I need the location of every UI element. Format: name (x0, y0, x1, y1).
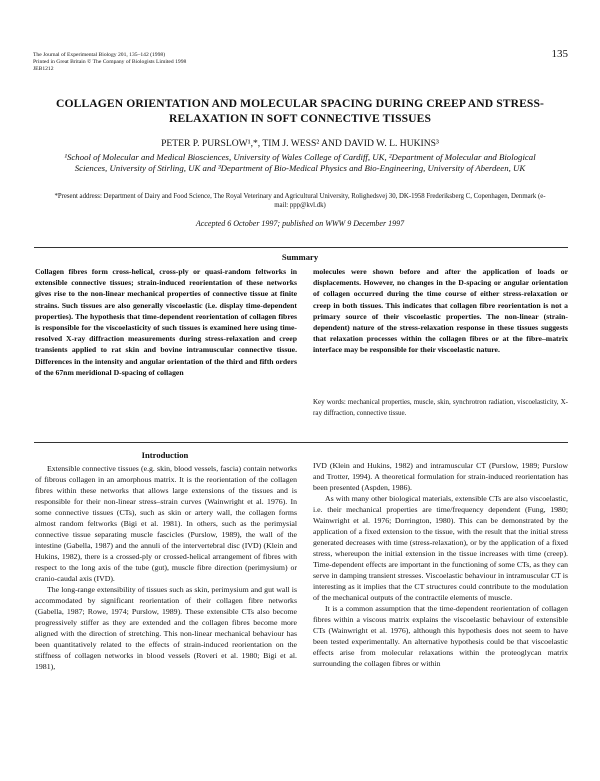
introduction-left-column (35, 463, 297, 672)
journal-citation-line: The Journal of Experimental Biology 201, 135–142 (1998) (33, 52, 166, 58)
journal-printed-line: Printed in Great Britain © The Company of Biologists Limited 1998 (33, 59, 187, 66)
intro-paragraph: It is a common assumption that the time-dependent reorientation of collagen fibres within a viscous matrix explains the viscoelastic behaviour of extensible CTs (Wainwright et al. 1976), although this hypothesis does not seem to have been tested experimentally. An alternative hypothesis could be that viscoelastic effects arise from molecular relaxations within the proteoglycan matrix surrounding the collagen fibres or within (313, 604, 568, 668)
accepted-date: Accepted 6 October 1997; published on WWW 9 December 1997 (195, 219, 405, 228)
summary-left-column (35, 266, 297, 378)
page-number: 135 (551, 48, 568, 60)
summary-top-rule (34, 247, 568, 248)
journal-citation (33, 52, 186, 74)
intro-paragraph: As with many other biological materials, extensible CTs are also viscoelastic, i.e. their mechanical properties are time/frequency dependent (Fung, 1980; Wainwright et al. 1976; Dorrington, 1980). This can be demonstrated by the application of a fixed extension to the tissue, with the result that the initial stress generated decreases with time (stress-relaxation), or by the application of a fixed stress, whereupon the initial extension in the tissue increases with time (creep). Time-dependent effects are important in the functioning of some CTs, as they can serve in damping transient stresses. Viscoelastic behaviour in intramuscular CT is interesting as it implies that the CT structures could contribute to the modulation of the mechanical outputs of the contractile elements of muscle. (313, 494, 568, 602)
author-affiliations: ¹School of Molecular and Medical Biosciences, University of Wales College of Cardiff, UK, ²Department of Molecular and Biological Sciences, University of Stirling, UK and ³Department of Bio-Medical Physics and Bio-Engineering, University of Aberdeen, UK (64, 152, 536, 173)
keywords: Key words: mechanical properties, muscle, skin, synchrotron radiation, viscoelasticity, X-ray diffraction, connective tissue. (313, 398, 568, 417)
summary-text-left: Collagen fibres form cross-helical, cross-ply or quasi-random feltworks in extensible connective tissues; strain-induced reorientation of these networks gives rise to the non-linear mechanical properties of connective tissue at finite strains. Such tissues are also generally viscoelastic (i.e. display time-dependent properties). The hypothesis that time-dependent reorientation of collagen fibres is responsible for the viscoelasticity of such tissues is examined here using time-resolved X-ray diffraction measurements during stress-relaxation and creep transients applied to rat skin and bovine intramuscular connective tissue. Differences in the intensity and angular orientation of the third and fifth orders of the 67nm meridional D-spacing of collagen (35, 267, 297, 377)
summary-right-column (313, 266, 568, 356)
summary-bottom-rule (34, 442, 568, 443)
intro-paragraph: IVD (Klein and Hukins, 1982) and intramuscular CT (Purslow, 1989; Purslow and Trotter, 1994). A theoretical formulation for strain-induced reorientation has been presented (Aspden, 1986). (313, 461, 568, 492)
intro-paragraph: The long-range extensibility of tissues such as skin, perimysium and gut wall is accommodated by significant reorientation of their collagen fibre networks (Gabella, 1987; Rowe, 1974; Purslow, 1989). These extensible CTs also become progressively stiffer as they are extended and the collagen fibres become more aligned with the direction of stretching. This non-linear mechanical behaviour has been quantitatively related to the effects of strain-induced reorientation on the stiffness of collagen networks in blood vessels (Roveri et al. 1980; Bigi et al. 1981), (35, 585, 297, 671)
article-title: COLLAGEN ORIENTATION AND MOLECULAR SPACING DURING CREEP AND STRESS-RELAXATION IN SOFT CONNECTIVE TISSUES (56, 97, 544, 125)
summary-text-right: molecules were shown before and after the application of loads or displacements. However, no changes in the D-spacing or angular orientation of collagen occurred during the time course of either stress-relaxation or creep in both tissues. This indicates that collagen fibre reorientation is not a primary source of their viscoelastic properties. The non-linear (strain-dependent) nature of the stress-relaxation response in these tissues suggests that relaxation processes within the collagen fibres or at the fibre–matrix interface may be responsible for their viscoelastic nature. (313, 267, 568, 355)
present-address-note: *Present address: Department of Dairy and Food Science, The Royal Veterinary and Agricultural University, Rolighedsvej 30, DK-1958 Frederiksberg C, Copenhagen, Denmark (e-mail: ppp@kvl.dk) (54, 193, 546, 209)
summary-heading: Summary (281, 252, 319, 262)
introduction-heading: Introduction (141, 450, 189, 460)
intro-paragraph: Extensible connective tissues (e.g. skin, blood vessels, fascia) contain networks of fibrous collagen in an amorphous matrix. It is the reorientation of the collagen fibres within these networks that allows large extensions of the tissues and is responsible for their non-linear stress–strain curves (Wainwright et al. 1976). In some connective tissues (CTs), such as skin or artery wall, the collagen forms almost random feltworks (Bigi et al. 1981). In others, such as the perimysial connective tissue separating muscle fascicles (Purslow, 1989), the wall of the intestine (Gabella, 1987) and the annuli of the intervertebral disc (IVD) (Klein and Hukins, 1982), there is a crossed-ply or crossed-helical arrangement of fibres with respect to the long axis of the tube (gut), muscle fibre direction (perimysium) or cranio-caudal axis (IVD). (35, 464, 297, 583)
author-list: PETER P. PURSLOW¹,*, TIM J. WESS² AND DAVID W. L. HUKINS³ (161, 138, 439, 149)
introduction-right-column (313, 460, 568, 669)
journal-article-code: JEB1212 (33, 66, 54, 73)
